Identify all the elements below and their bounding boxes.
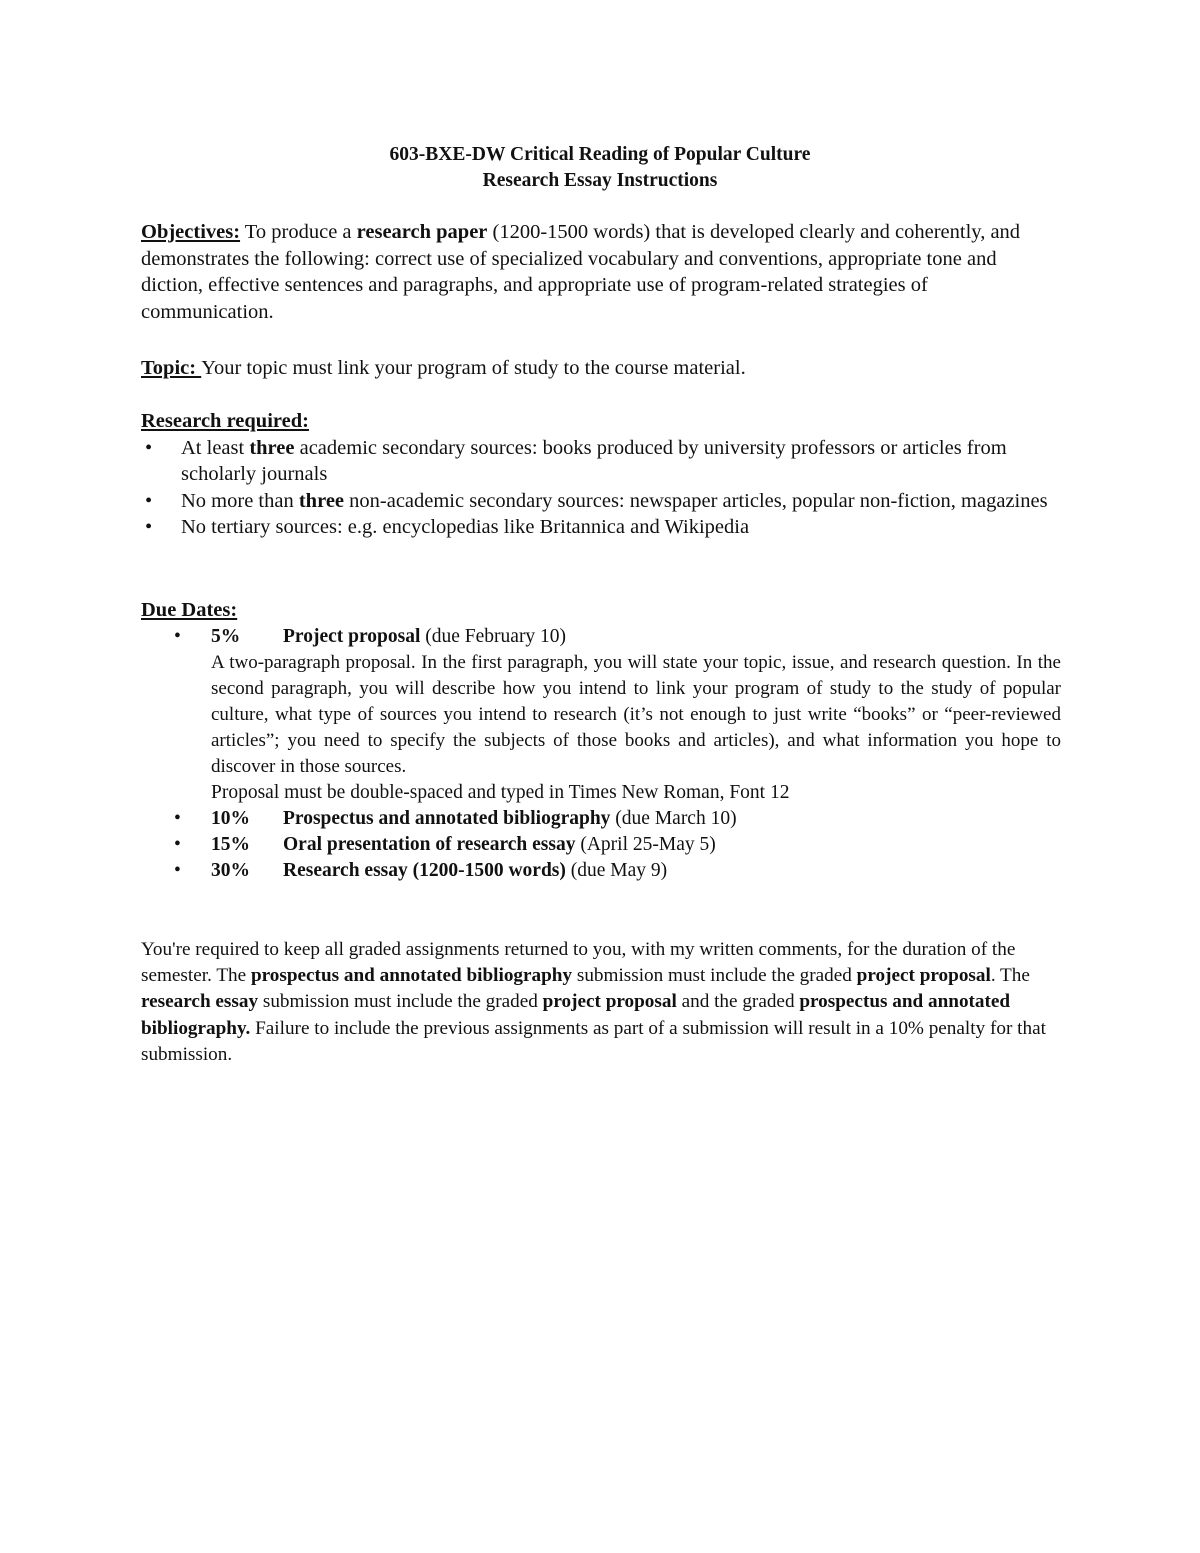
objectives-heading: Objectives:: [141, 221, 241, 243]
closing-text: submission must include the graded: [258, 991, 543, 1013]
due-dates-list: [141, 624, 1061, 884]
document-title: [0, 142, 1200, 194]
objectives-bold-research-paper: research paper: [356, 221, 488, 243]
list-item-text: At least: [181, 436, 250, 459]
list-item: [141, 858, 1061, 884]
assignment-name: Research essay (1200-1500 words): [283, 859, 566, 881]
bullet-icon: •: [174, 807, 181, 829]
bullet-icon: •: [174, 833, 181, 855]
due-dates-heading: Due Dates:: [141, 599, 238, 621]
closing-text: You're required to keep all graded assignments returned to you, with my written comments, for the duration of the semester. The: [141, 939, 1016, 987]
research-list: [141, 435, 1061, 541]
weight-percent: 15%: [211, 833, 250, 855]
topic-section: [141, 355, 1061, 382]
bullet-icon: •: [174, 859, 181, 881]
objectives-text-2: (1200-1500 words) that is developed clearly and coherently, and demonstrates the following: correct use of specialized vocabulary and conventions, appropriate tone and diction, effective sentences and paragraphs, and appropriate use of program-related strategies of communication.: [141, 221, 1021, 323]
assignment-date: (due February 10): [420, 625, 567, 647]
topic-text: Your topic must link your program of study to the course material.: [201, 357, 746, 379]
research-heading: Research required:: [141, 410, 309, 432]
due-dates-section: [141, 597, 1061, 884]
list-item-text: academic secondary sources: books produced by university professors or articles from scholarly journals: [181, 436, 1007, 486]
document-subtitle: Research Essay Instructions: [482, 170, 718, 191]
assignment-date: (due March 10): [610, 807, 737, 829]
list-item: [141, 514, 1061, 541]
bullet-icon: •: [145, 489, 153, 512]
list-item-bold: three: [249, 436, 295, 459]
list-item-text: No tertiary sources: e.g. encyclopedias like Britannica and Wikipedia: [181, 516, 750, 539]
list-item-bold: three: [298, 489, 345, 512]
weight-percent: 30%: [211, 859, 250, 881]
closing-bold: project proposal: [542, 991, 677, 1013]
list-item-text: No more than: [181, 489, 299, 512]
list-item: [141, 806, 1061, 832]
topic-heading: Topic:: [141, 357, 202, 379]
proposal-description: A two-paragraph proposal. In the first paragraph, you will state your topic, issue, and research question. In the second paragraph, you will describe how you intend to link your program of study to the study of popular culture, what type of sources you intend to research (it’s not enough to just write “books” or “peer-reviewed articles”; you need to specify the subjects of those books and articles), and what information you hope to discover in those sources.: [211, 651, 1061, 777]
course-title: 603-BXE-DW Critical Reading of Popular Culture: [389, 144, 811, 165]
assignment-name: Prospectus and annotated bibliography: [283, 807, 611, 829]
closing-bold: prospectus and annotated bibliography: [250, 965, 573, 987]
list-item: [141, 435, 1061, 488]
assignment-date: (April 25-May 5): [575, 833, 716, 855]
research-section: [141, 408, 1061, 541]
bullet-icon: •: [174, 625, 181, 647]
list-item: [141, 624, 1061, 806]
closing-paragraph: [141, 937, 1061, 1068]
objectives-text-1: To produce a: [240, 221, 357, 243]
bullet-icon: •: [145, 436, 153, 459]
objectives-section: [141, 219, 1061, 325]
closing-text: . The: [990, 965, 1030, 987]
closing-bold: research essay: [141, 991, 259, 1013]
closing-text: Failure to include the previous assignments as part of a submission will result in a 10% penalty for that submission.: [141, 1017, 1046, 1065]
assignment-name: Project proposal: [283, 625, 421, 647]
list-item: [141, 488, 1061, 515]
list-item-text: non-academic secondary sources: newspaper articles, popular non-fiction, magazines: [344, 489, 1048, 512]
list-item: [141, 832, 1061, 858]
assignment-name: Oral presentation of research essay: [283, 833, 576, 855]
assignment-date: (due May 9): [565, 859, 668, 881]
closing-bold: project proposal: [856, 965, 991, 987]
weight-percent: 5%: [211, 625, 241, 647]
bullet-icon: •: [145, 516, 153, 539]
closing-text: and the graded: [676, 991, 800, 1013]
closing-bold: prospectus and annotated bibliography.: [141, 991, 1011, 1039]
proposal-format-note: Proposal must be double-spaced and typed in Times New Roman, Font 12: [211, 781, 790, 803]
closing-text: submission must include the graded: [572, 965, 857, 987]
weight-percent: 10%: [211, 807, 250, 829]
